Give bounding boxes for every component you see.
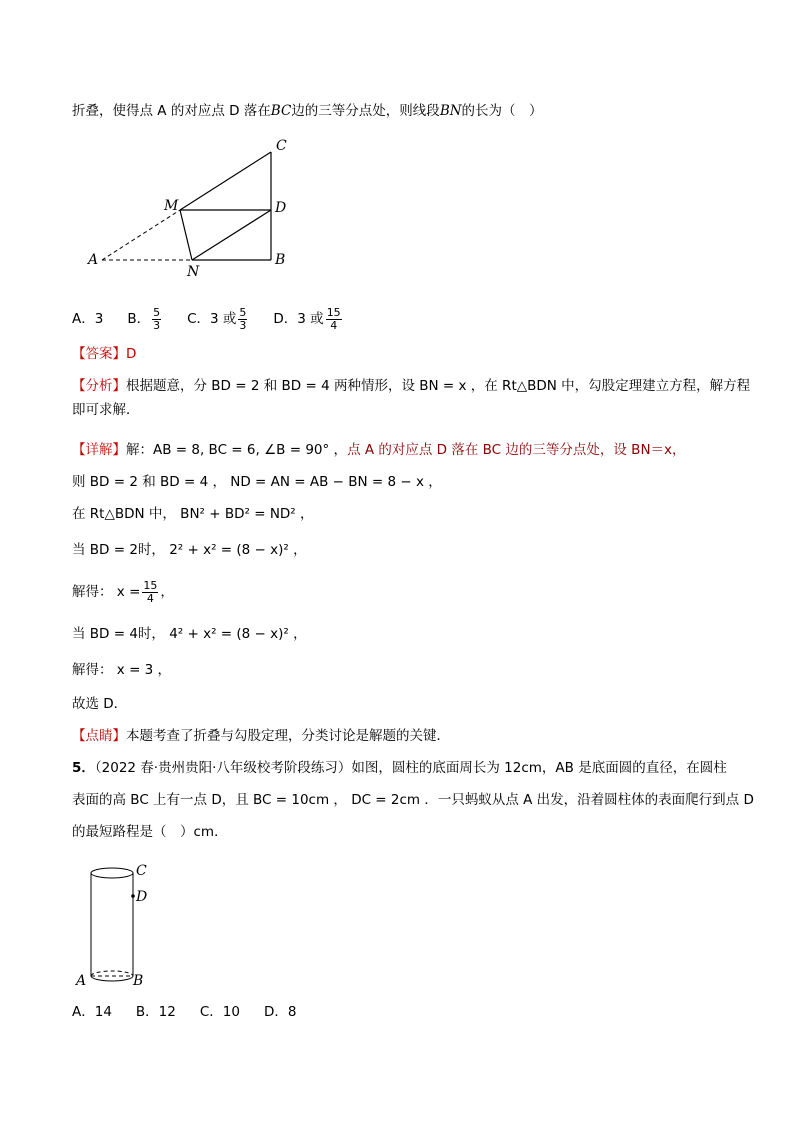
q4-detail-line-6: 当 BD = 4时， 4² + x² = (8 − x)² ， xyxy=(72,626,307,642)
cylinder-bottom-front xyxy=(91,976,133,981)
label-c: C xyxy=(276,138,287,154)
q4-option-a: A．3 xyxy=(72,311,104,327)
q5-stem-line-1: 5．（2022 春·贵州贵阳·八年级校考阶段练习）如图，圆柱的底面周长为 12cm，AB 是底面圆的直径，在圆柱 xyxy=(72,760,727,776)
q4-detail-line-2: 则 BD = 2 和 BD = 4 ， ND = AN = AB − BN = 8 − x ， xyxy=(72,474,442,490)
q5-option-d: D．8 xyxy=(263,1004,297,1020)
q4-detail-line-5: 解得： x = $\frac{15}{4}$ ， xyxy=(72,578,174,605)
q4-analysis-cont: 即可求解． xyxy=(72,402,140,418)
q4-options xyxy=(72,306,368,332)
q4-comment: 【点睛】本题考查了折叠与勾股定理，分类讨论是解题的关键． xyxy=(72,728,450,744)
q5-stem-line-3: 的最短路程是（ ）cm． xyxy=(72,824,228,840)
q5-stem-line-2: 表面的高 BC 上有一点 D，且 BC = 10cm ， DC = 2cm ．一只蚂蚁从点 A 出发，沿着圆柱体的表面爬行到点 D xyxy=(72,792,754,808)
q4-answer: 【答案】D xyxy=(72,346,137,362)
q5-option-c: C．10 xyxy=(199,1004,240,1020)
q4-option-d: D．3 或 $\frac{15}{4}$ xyxy=(273,305,341,332)
cylinder-top xyxy=(91,868,133,878)
label-b: B xyxy=(275,252,286,268)
q4-option-c: C．3 或 $\frac{5}{3}$ xyxy=(187,305,247,332)
q4-stem: 折叠，使得点 A 的对应点 D 落在BC边的三等分点处，则线段BN的长为（ ） xyxy=(72,103,543,119)
q4-detail-line-3: 在 Rt△BDN 中， BN² + BD² = ND² ， xyxy=(72,506,314,522)
q4-figure xyxy=(80,134,320,284)
segment-am xyxy=(102,210,180,260)
q5-option-a: A．14 xyxy=(72,1004,112,1020)
label-d: D xyxy=(136,889,148,905)
segment-nd xyxy=(192,210,271,260)
label-b: B xyxy=(133,973,144,989)
q5-option-b: B．12 xyxy=(135,1004,176,1020)
label-m: M xyxy=(164,198,179,214)
label-a: A xyxy=(76,973,87,989)
q4-option-b: B． $\frac{5}{3}$ xyxy=(127,305,161,332)
label-c: C xyxy=(136,863,147,879)
label-a: A xyxy=(88,252,99,268)
segment-mc xyxy=(180,152,271,210)
label-n: N xyxy=(187,264,200,280)
q4-detail-line-4: 当 BD = 2时， 2² + x² = (8 − x)² ， xyxy=(72,542,307,558)
q4-detail-line-1: 【详解】解：AB = 8, BC = 6, ∠B = 90° ，点 A 的对应点 D 落在 BC 边的三等分点处，设 BN＝x， xyxy=(72,442,686,458)
cylinder-bottom-back xyxy=(91,971,133,976)
q5-cylinder-figure xyxy=(74,856,164,992)
q4-detail-line-8: 故选 D． xyxy=(72,696,128,712)
q5-options xyxy=(72,1002,320,1022)
point-d xyxy=(131,894,135,898)
segment-mn xyxy=(180,210,192,260)
q4-analysis: 【分析】根据题意，分 BD = 2 和 BD = 4 两种情形，设 BN = x ，在 Rt△BDN 中，勾股定理建立方程，解方程 xyxy=(72,378,751,394)
label-d: D xyxy=(275,200,287,216)
q4-detail-line-7: 解得： x = 3 ， xyxy=(72,662,172,678)
